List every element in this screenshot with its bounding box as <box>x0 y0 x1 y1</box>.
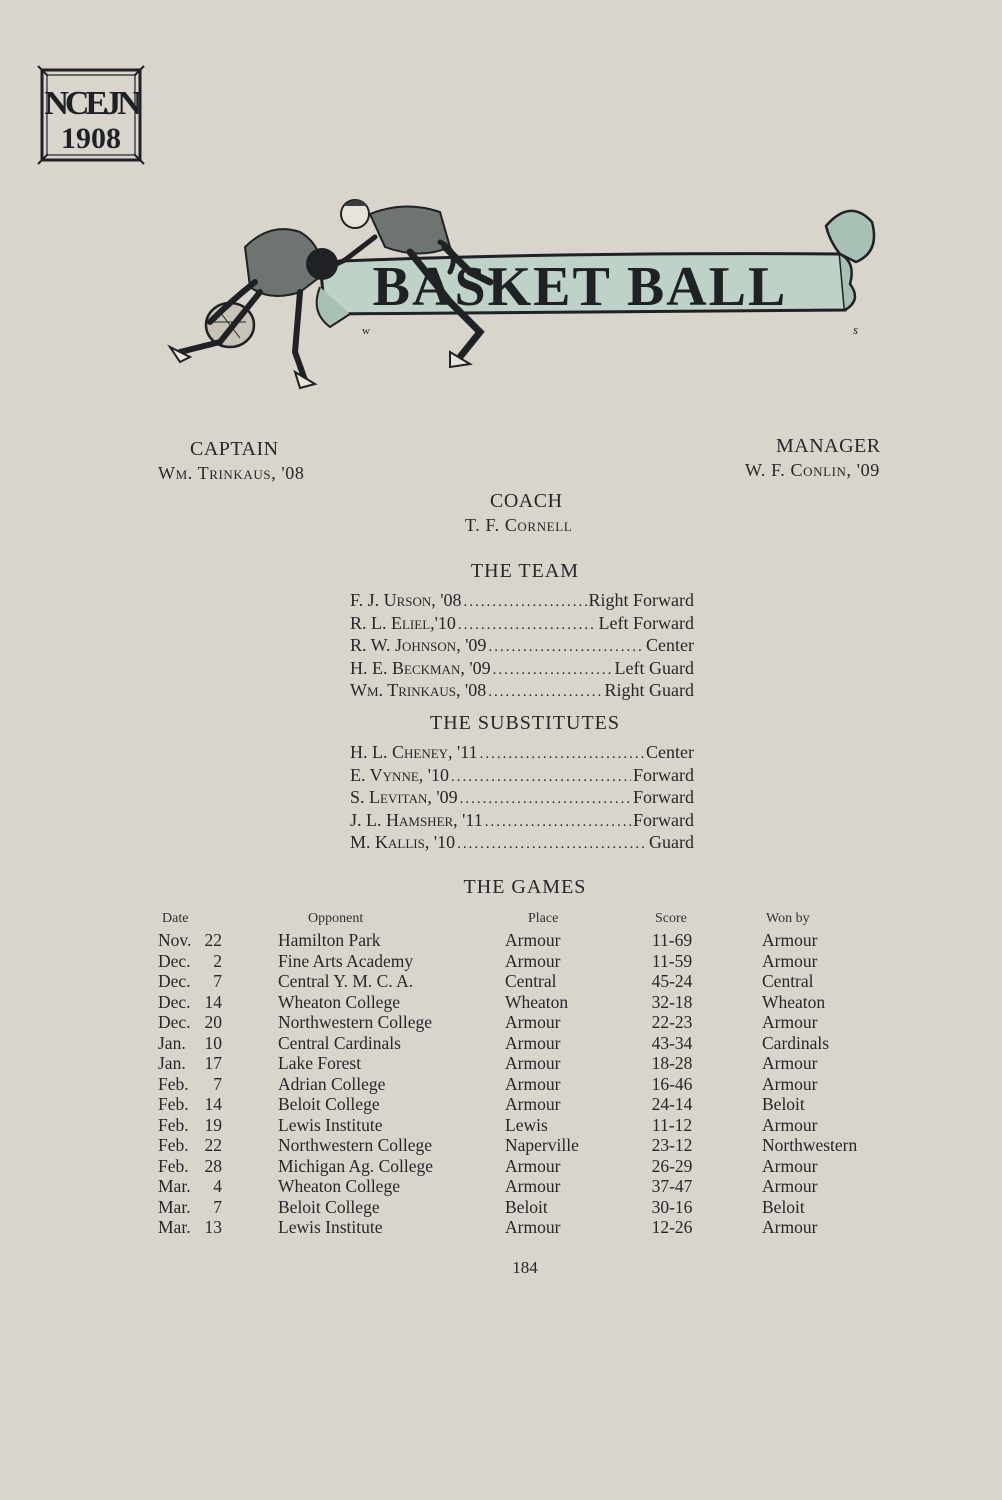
game-opponent: Northwestern College <box>278 1135 433 1155</box>
player-name: E. Vynne, '10 <box>350 764 450 785</box>
game-month: Feb. <box>158 1135 189 1155</box>
game-opponent: Lake Forest <box>278 1053 362 1073</box>
team-player-row <box>350 658 694 681</box>
game-opponent: Northwestern College <box>278 1012 433 1032</box>
game-opponent: Lewis Institute <box>278 1217 383 1237</box>
player-name: Wm. Trinkaus, '08 <box>350 680 487 701</box>
game-month: Feb. <box>158 1155 189 1176</box>
player-position: Center <box>646 742 694 762</box>
game-won-by: Armour <box>762 1012 818 1032</box>
substitute-player-row <box>350 765 694 788</box>
game-day: 7 <box>213 971 222 991</box>
game-place: Armour <box>505 1094 561 1114</box>
banner-title: BASKET BALL <box>372 256 788 318</box>
page-number: 184 <box>512 1258 538 1277</box>
game-place: Wheaton <box>505 991 569 1012</box>
game-day: 22 <box>204 1135 222 1155</box>
column-header-score: Score <box>655 911 687 926</box>
game-month: Dec. <box>158 950 191 971</box>
game-place: Armour <box>505 1073 561 1094</box>
games-date-column <box>158 930 222 1238</box>
game-score: 26-29 <box>651 1155 693 1176</box>
game-won-by: Armour <box>762 1073 818 1094</box>
game-won-by: Armour <box>762 950 818 971</box>
substitute-player-row <box>350 810 694 833</box>
game-opponent: Lewis Institute <box>278 1114 383 1135</box>
team-player-row <box>350 680 694 703</box>
game-date <box>158 1053 222 1074</box>
game-day: 28 <box>204 1155 222 1176</box>
game-day: 14 <box>204 1094 222 1114</box>
game-place: Armour <box>505 1012 561 1032</box>
game-day: 14 <box>204 991 222 1012</box>
game-month: Mar. <box>158 1196 191 1217</box>
game-score: 18-28 <box>651 1053 693 1073</box>
player-name: M. Kallis, '10 <box>350 832 456 853</box>
game-day: 19 <box>204 1114 222 1135</box>
game-won-by: Armour <box>762 1217 818 1237</box>
game-place: Armour <box>505 1053 561 1073</box>
game-won-by: Central <box>762 971 814 991</box>
game-won-by: Armour <box>762 1053 818 1073</box>
game-month: Feb. <box>158 1114 189 1135</box>
game-date <box>158 1176 222 1197</box>
game-date <box>158 1115 222 1136</box>
game-won-by: Armour <box>762 1155 818 1176</box>
game-score: 11-12 <box>651 1114 693 1135</box>
game-day: 13 <box>204 1217 222 1237</box>
team-player-row <box>350 635 694 658</box>
game-day: 20 <box>204 1012 222 1032</box>
column-header-date: Date <box>162 911 189 926</box>
game-date <box>158 1033 222 1054</box>
game-date <box>158 1156 222 1177</box>
column-header-opponent: Opponent <box>308 911 364 926</box>
player-position: Right Forward <box>588 590 694 610</box>
game-score: 37-47 <box>651 1176 693 1196</box>
game-place: Central <box>505 971 557 991</box>
captain-label: CAPTAIN <box>190 438 279 460</box>
game-score: 23-12 <box>651 1135 693 1155</box>
game-score: 16-46 <box>651 1073 693 1094</box>
game-opponent: Hamilton Park <box>278 930 381 950</box>
player-position: Forward <box>633 809 694 830</box>
game-opponent: Beloit College <box>278 1196 380 1217</box>
game-won-by: Armour <box>762 1176 818 1196</box>
game-opponent: Beloit College <box>278 1094 380 1114</box>
game-date <box>158 1197 222 1218</box>
game-place: Armour <box>505 1176 561 1196</box>
game-day: 7 <box>213 1073 222 1094</box>
game-opponent: Adrian College <box>278 1073 386 1094</box>
game-month: Jan. <box>158 1053 186 1073</box>
game-place: Armour <box>505 1217 561 1237</box>
game-won-by: Armour <box>762 1114 818 1135</box>
game-won-by: Beloit <box>762 1196 805 1217</box>
game-date <box>158 1135 222 1156</box>
player-position: Guard <box>649 832 694 853</box>
substitutes-roster <box>350 742 694 855</box>
artist-signature-right: s <box>853 322 859 337</box>
substitute-player-row <box>350 742 694 765</box>
player-name: S. Levitan, '09 <box>350 787 458 808</box>
game-month: Feb. <box>158 1094 189 1114</box>
monogram-letters: NCEJN <box>44 85 138 122</box>
player-position: Center <box>646 635 694 656</box>
game-date <box>158 1217 222 1238</box>
game-date <box>158 1094 222 1115</box>
game-opponent: Wheaton College <box>278 1176 400 1196</box>
substitutes-heading: THE SUBSTITUTES <box>430 712 620 734</box>
game-date <box>158 1012 222 1033</box>
game-score: 11-59 <box>651 950 693 971</box>
artist-signature-left: w <box>362 325 370 337</box>
game-won-by: Beloit <box>762 1094 805 1114</box>
games-won-by-column <box>762 930 902 1238</box>
game-month: Nov. <box>158 930 192 950</box>
player-name: F. J. Urson, '08 <box>350 590 462 610</box>
column-header-place: Place <box>528 911 559 926</box>
game-month: Jan. <box>158 1032 186 1053</box>
team-player-row <box>350 590 694 613</box>
player-name: R. W. Johnson, '09 <box>350 635 487 656</box>
game-month: Mar. <box>158 1217 191 1237</box>
substitute-player-row <box>350 832 694 855</box>
team-heading: THE TEAM <box>470 560 580 582</box>
game-won-by: Cardinals <box>762 1032 830 1053</box>
coach-name: T. F. Cornell <box>465 515 573 535</box>
team-roster <box>350 590 694 703</box>
game-day: 2 <box>213 950 222 971</box>
manager-name: W. F. Conlin, '09 <box>745 460 880 480</box>
game-place: Armour <box>505 930 561 950</box>
game-day: 7 <box>213 1196 222 1217</box>
manager-label: MANAGER <box>776 435 881 457</box>
monogram-logo <box>36 64 146 166</box>
game-opponent: Michigan Ag. College <box>278 1155 434 1176</box>
game-month: Dec. <box>158 971 191 991</box>
game-score: 22-23 <box>651 1012 693 1032</box>
game-opponent: Central Y. M. C. A. <box>278 971 414 991</box>
game-day: 17 <box>204 1053 222 1073</box>
player-name: H. E. Beckman, '09 <box>350 657 491 678</box>
game-won-by: Wheaton <box>762 991 826 1012</box>
player-position: Right Guard <box>604 680 694 701</box>
player-position: Forward <box>633 764 694 785</box>
game-month: Feb. <box>158 1073 189 1094</box>
game-day: 22 <box>204 930 222 950</box>
coach-label: COACH <box>490 490 563 512</box>
game-month: Dec. <box>158 1012 191 1032</box>
game-place: Beloit <box>505 1196 548 1217</box>
game-place: Armour <box>505 950 561 971</box>
game-month: Dec. <box>158 991 191 1012</box>
player-position: Left Guard <box>614 657 694 678</box>
game-place: Armour <box>505 1155 561 1176</box>
game-date <box>158 992 222 1013</box>
column-header-won-by: Won by <box>766 911 810 926</box>
game-day: 10 <box>204 1032 222 1053</box>
game-won-by: Armour <box>762 930 818 950</box>
game-score: 45-24 <box>651 971 693 991</box>
games-heading: THE GAMES <box>463 876 587 898</box>
game-place: Armour <box>505 1032 561 1053</box>
game-date <box>158 930 222 951</box>
game-date <box>158 971 222 992</box>
basketball-banner-illustration <box>150 192 896 392</box>
game-score: 12-26 <box>651 1217 693 1237</box>
game-won-by: Northwestern <box>762 1135 858 1155</box>
captain-name: Wm. Trinkaus, '08 <box>158 463 305 483</box>
monogram-year: 1908 <box>61 122 121 155</box>
games-opponent-column <box>278 930 498 1238</box>
game-score: 11-69 <box>651 930 693 950</box>
game-score: 30-16 <box>651 1196 693 1217</box>
game-place: Naperville <box>505 1135 579 1155</box>
player-position: Left Forward <box>598 612 694 633</box>
game-day: 4 <box>213 1176 222 1196</box>
game-opponent: Fine Arts Academy <box>278 950 414 971</box>
player-name: H. L. Cheney, '11 <box>350 742 478 762</box>
game-score: 32-18 <box>651 991 693 1012</box>
team-player-row <box>350 613 694 636</box>
games-place-column <box>505 930 615 1238</box>
games-score-column <box>612 930 732 1238</box>
game-opponent: Wheaton College <box>278 991 400 1012</box>
player-position: Forward <box>633 787 694 808</box>
game-score: 24-14 <box>651 1094 693 1114</box>
player-name: R. L. Eliel,'10 <box>350 612 456 633</box>
substitute-player-row <box>350 787 694 810</box>
player-name: J. L. Hamsher, '11 <box>350 809 483 830</box>
game-month: Mar. <box>158 1176 191 1196</box>
game-date <box>158 951 222 972</box>
game-opponent: Central Cardinals <box>278 1032 401 1053</box>
game-place: Lewis <box>505 1114 548 1135</box>
game-date <box>158 1074 222 1095</box>
game-score: 43-34 <box>651 1032 693 1053</box>
